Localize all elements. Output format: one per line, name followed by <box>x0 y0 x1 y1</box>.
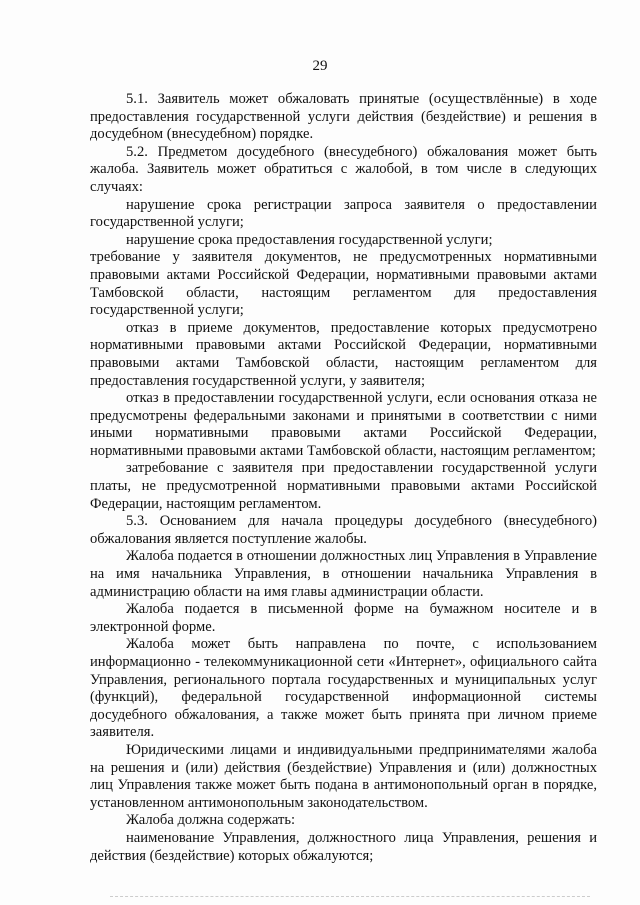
complaint-form: Жалоба подается в письменной форме на бумажном носителе и в электронной форме. <box>90 601 597 635</box>
case-extra-fee: затребование с заявителя при предоставлении государственной услуги платы, не предусмотренной нормативными правовыми актами Российской Федерации, настоящим регламентом. <box>90 460 597 512</box>
complaint-antimonopoly: Юридическими лицами и индивидуальными предпринимателями жалоба на решения и (или) действия (бездействие) Управления и (или) должностных лиц Управления также может быть подана в антимонопольный орган в порядке, установленном антимонопольным законодательством. <box>90 741 597 811</box>
complaint-addressee: Жалоба подается в отношении должностных лиц Управления в Управление на имя начальника Управления, в отношении начальника Управления в администрацию области на имя главы администрации области. <box>90 548 597 600</box>
page-number: 29 <box>312 58 328 74</box>
complaint-channels: Жалоба может быть направлена по почте, с использованием информационно - телекоммуникационной сети «Интернет», официального сайта Управления, регионального портала государственных и муниципальных услуг (функций), федеральной государственной информационной системы досудебного обжалования, а также может быть принята при личном приеме заявителя. <box>90 636 597 741</box>
paragraph-5-1: 5.1. Заявитель может обжаловать принятые (осуществлённые) в ходе предоставления государственной услуги действия (бездействие) и решения в досудебном (внесудебном) порядке. <box>90 91 597 143</box>
complaint-contents-heading: Жалоба должна содержать: <box>126 812 296 829</box>
paragraph-5-2: 5.2. Предметом досудебного (внесудебного) обжалования может быть жалоба. Заявитель может обратиться с жалобой, в том числе в следующих случаях: <box>90 143 597 195</box>
case-document-refusal: отказ в приеме документов, предоставление которых предусмотрено нормативными правовыми актами Российской Федерации, нормативными правовыми актами Тамбовской области, настоящим регламентом для предоставления государственной услуги, у заявителя; <box>90 319 597 389</box>
scan-artifact-line <box>110 896 590 901</box>
complaint-contents-item: наименование Управления, должностного лица Управления, решения и действия (бездействие) которых обжалуются; <box>90 829 597 864</box>
paragraph-5-3: 5.3. Основанием для начала процедуры досудебного (внесудебного) обжалования является поступление жалобы. <box>90 513 597 547</box>
document-body <box>90 91 597 865</box>
case-service-refusal: отказ в предоставлении государственной услуги, если основания отказа не предусмотрены федеральными законами и принятыми в соответствии с ними иными нормативными правовыми актами Российской Федерации, нормативными правовыми актами Тамбовской области, настоящим регламентом; <box>90 390 597 459</box>
case-extra-documents: требование у заявителя документов, не предусмотренных нормативными правовыми актами Российской Федерации, нормативными правовыми актами Тамбовской области, настоящим регламентом для предоставления государственной услуги; <box>90 249 597 319</box>
case-service-deadline: нарушение срока предоставления государственной услуги; <box>126 231 493 248</box>
case-registration-deadline: нарушение срока регистрации запроса заявителя о предоставлении государственной услуги; <box>90 196 597 231</box>
